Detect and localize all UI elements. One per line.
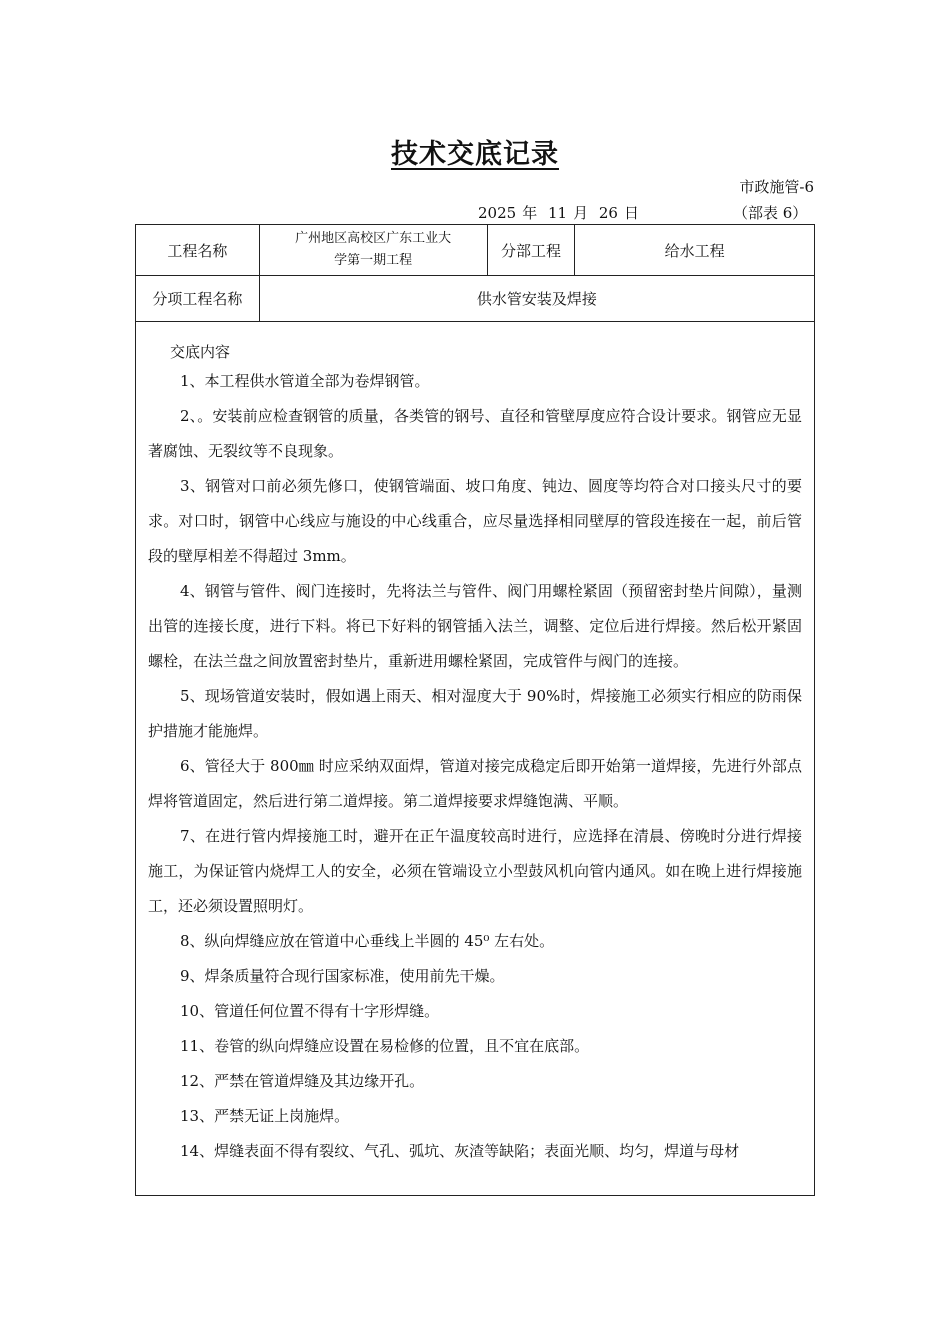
content-paragraph: 8、纵向焊缝应放在管道中心垂线上半圆的 45⁰ 左右处。 [180,932,555,950]
project-name-value [259,225,487,276]
project-name-text: 广州地区高校区广东工业大学第一期工程 [295,231,452,268]
content-heading: 交底内容 [170,343,231,361]
division-label: 分部工程 [487,225,575,276]
date-year: 2025 [478,204,517,222]
content-paragraph: 1、本工程供水管道全部为卷焊钢管。 [180,372,430,390]
content-paragraph: 11、卷管的纵向焊缝应设置在易检修的位置，且不宜在底部。 [180,1037,590,1055]
content-paragraph: 14、焊缝表面不得有裂纹、气孔、弧坑、灰渣等缺陷；表面光顺、均匀，焊道与母材 [180,1142,740,1160]
sub-table-label: （部表 6） [733,204,808,222]
project-name-label: 工程名称 [136,225,260,276]
division-value: 给水工程 [575,225,815,276]
date-month: 11 [547,204,568,222]
content-cell [135,320,815,1196]
content-paragraph: 10、管道任何位置不得有十字形焊缝。 [180,1002,440,1020]
subitem-value: 供水管安装及焊接 [259,276,814,322]
record-date [478,202,645,223]
subitem-label: 分项工程名称 [136,276,260,322]
content-paragraph: 3、钢管对口前必须先修口，使钢管端面、坡口角度、钝边、圆度等均符合对口接头尺寸的要求。对口时，钢管中心线应与施设的中心线重合，应尽量选择相同壁厚的管段连接在一起，前后管段的壁厚相差不得超过 3mm。 [148,477,802,565]
date-day: 26 [598,204,618,222]
date-year-unit: 年 [522,204,538,222]
content-paragraph: 5、现场管道安装时，假如遇上雨天、相对湿度大于 90%时，焊接施工必须实行相应的防雨保护措施才能施焊。 [148,687,802,740]
content-paragraph: 6、管径大于 800㎜ 时应采纳双面焊，管道对接完成稳定后即开始第一道焊接，先进行外部点焊将管道固定，然后进行第二道焊接。第二道焊接要求焊缝饱满、平顺。 [148,757,802,810]
table-row [136,225,815,276]
content-paragraph: 7、在进行管内焊接施工时，避开在正午温度较高时进行，应选择在清晨、傍晚时分进行焊接施工，为保证管内烧焊工人的安全，必须在管端设立小型鼓风机向管内通风。如在晚上进行焊接施工，还必须设置照明灯。 [148,827,802,915]
content-paragraph: 12、严禁在管道焊缝及其边缘开孔。 [180,1072,425,1090]
document-title: 技术交底记录 [391,139,559,170]
record-table [135,224,815,322]
date-day-unit: 日 [623,204,639,222]
content-body [136,320,814,1169]
content-paragraph: 13、严禁无证上岗施焊。 [180,1107,350,1125]
table-row [136,276,815,322]
content-paragraph: 9、焊条质量符合现行国家标准，使用前先干燥。 [180,967,505,985]
content-paragraph: 4、钢管与管件、阀门连接时，先将法兰与管件、阀门用螺栓紧固（预留密封垫片间隙），量测出管的连接长度，进行下料。将已下好料的钢管插入法兰，调整、定位后进行焊接。然后松开紧固螺栓，在法兰盘之间放置密封垫片，重新进用螺栓紧固，完成管件与阀门的连接。 [148,582,802,670]
date-month-unit: 月 [573,204,589,222]
form-code: 市政施管-6 [739,178,814,196]
content-paragraph: 2、。安装前应检查钢管的质量，各类管的钢号、直径和管壁厚度应符合设计要求。钢管应无显著腐蚀、无裂纹等不良现象。 [148,407,802,460]
